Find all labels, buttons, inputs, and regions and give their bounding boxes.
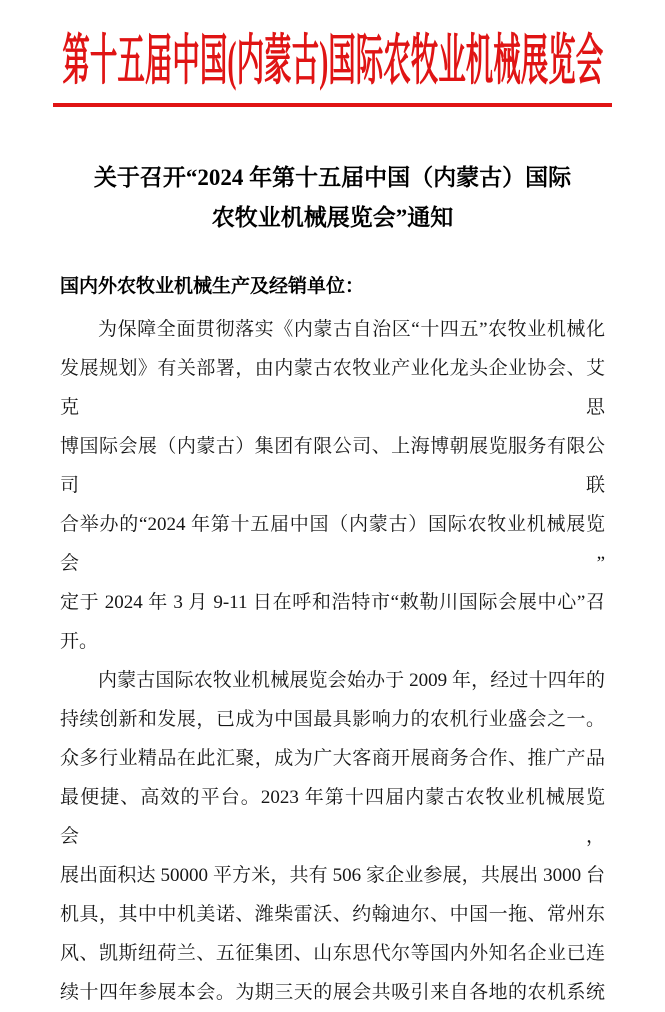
document-body bbox=[60, 267, 605, 1012]
letterhead-title: 第十五届中国(内蒙古)国际农牧业机械展览会 bbox=[62, 30, 603, 91]
body-line: 众多行业精品在此汇聚，成为广大客商开展商务合作、推广产品 bbox=[60, 748, 605, 769]
body-line: 为保障全面贯彻落实《内蒙古自治区“十四五”农牧业机械化 bbox=[98, 319, 605, 340]
body-line: 风、凯斯纽荷兰、五征集团、山东思代尔等国内外知名企业已连 bbox=[60, 943, 605, 964]
red-divider-line bbox=[53, 103, 612, 107]
body-line: 机具，其中中机美诺、潍柴雷沃、约翰迪尔、中国一拖、常州东 bbox=[60, 904, 605, 925]
body-line: 持续创新和发展，已成为中国最具影响力的农机行业盛会之一。 bbox=[60, 709, 605, 730]
paragraph bbox=[60, 661, 605, 1012]
notice-title bbox=[0, 158, 665, 238]
body-line: 续十四年参展本会。为期三天的展会共吸引来自各地的农机系统 bbox=[60, 982, 605, 1003]
notice-title-line-2: 农牧业机械展览会”通知 bbox=[211, 205, 454, 230]
letterhead-banner bbox=[0, 30, 665, 92]
body-line: 博国际会展（内蒙古）集团有限公司、上海博朝展览服务有限公司联 bbox=[60, 436, 605, 496]
body-line: 内蒙古国际农牧业机械展览会始办于 2009 年，经过十四年的 bbox=[98, 670, 605, 691]
body-line: 开。 bbox=[60, 631, 99, 652]
salutation-line: 国内外农牧业机械生产及经销单位： bbox=[60, 276, 365, 297]
body-line: 展出面积达 50000 平方米，共有 506 家企业参展，共展出 3000 台 bbox=[60, 865, 605, 886]
paragraph bbox=[60, 310, 605, 661]
notice-document-page bbox=[0, 30, 665, 1003]
body-line: 最便捷、高效的平台。2023 年第十四届内蒙古农牧业机械展览会， bbox=[60, 787, 605, 847]
body-line: 定于 2024 年 3 月 9-11 日在呼和浩特市“敕勒川国际会展中心”召 bbox=[60, 592, 605, 613]
body-line: 发展规划》有关部署，由内蒙古农牧业产业化龙头企业协会、艾克思 bbox=[60, 358, 605, 418]
body-line: 合举办的“2024 年第十五届中国（内蒙古）国际农牧业机械展览会” bbox=[60, 514, 605, 574]
notice-title-line-1: 关于召开“2024 年第十五届中国（内蒙古）国际 bbox=[93, 165, 572, 190]
